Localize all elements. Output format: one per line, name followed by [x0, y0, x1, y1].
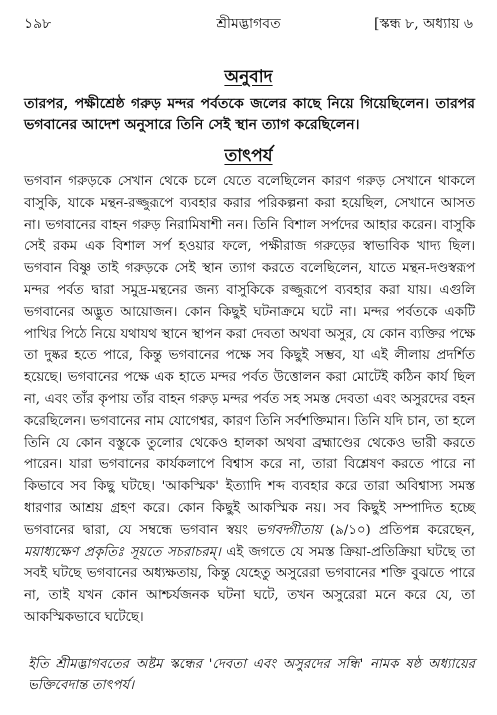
- page-header: [24, 4, 473, 34]
- page-number: ১৯৮: [24, 16, 52, 32]
- sanskrit-verse: ময়াধ্যক্ষেণ প্রকৃতিঃ সূয়তে সচরাচরম্।: [24, 544, 221, 560]
- book-title: শ্রীমদ্ভাগবত: [216, 16, 281, 32]
- purport-heading: তাৎপর্য: [224, 146, 273, 166]
- gita-reference: ভগবদ্গীতায়: [256, 522, 322, 538]
- chapter-closing-note: ইতি শ্রীমদ্ভাগবতের অষ্টম স্কন্ধের 'দেবতা এবং অসুরদের সন্ধি' নামক ষষ্ঠ অধ্যায়ের ভক্তিবেদান্ত তাৎপর্য।: [28, 657, 475, 693]
- purport-text-part-1: ভগবান গরুড়কে সেখান থেকে চলে যেতে বলেছিলেন কারণ গরুড় সেখানে থাকলে বাসুকি, যাকে মন্থন-রজ্জুরূপে ব্যবহার করার পরিকল্পনা করা হয়েছিল, সেখানে আসত না। ভগবানের বাহন গরুড় নিরামিষাশী নন। তিনি বিশাল সর্পদের আহার করেন। বাসুকি সেই রকম এক বিশাল সর্প হওয়ার ফলে, পক্ষীরাজ গরুড়ের স্বাভাবিক খাদ্য ছিল। ভগবান বিষ্ণু তাই গরুড়কে সেই স্থান ত্যাগ করতে বলেছিলেন, যাতে মন্থন-দণ্ডস্বরূপ মন্দর পর্বত দ্বারা সমুদ্র-মন্থনের জন্য বাসুকিকে রজ্জুরূপে ব্যবহার করা যায়। এগুলি ভগবানের অদ্ভুত আয়োজন। কোন কিছুই ঘটনাক্রমে ঘটে না। মন্দর পর্বতকে একটি পাখির পিঠে নিয়ে যথাযথ স্থানে স্থাপন করা দেবতা অথবা অসুর, যে কোন ব্যক্তির পক্ষে তা দুষ্কর হতে পারে, কিন্তু ভগবানের পক্ষে সব কিছুই সম্ভব, যা এই লীলায় প্রদর্শিত হয়েছে। ভগবানের পক্ষে এক হাতে মন্দর পর্বত উত্তোলন করা মোটেই কঠিন কার্য ছিল না, এবং তাঁর কৃপায় তাঁর বাহন গরুড় মন্দর পর্বত সহ সমস্ত দেবতা এবং অসুরদের বহন করেছিলেন। ভগবানের নাম যোগেশ্বর, কারণ তিনি সর্বশক্তিমান। তিনি যদি চান, তা হলে তিনি যে কোন বস্তুকে তুলোর থেকেও হালকা অথবা ব্রহ্মাণ্ডের থেকেও ভারী করতে পারেন। যারা ভগবানের কার্যকলাপে বিশ্বাস করে না, তারা বিশ্লেষণ করতে পারে না কিভাবে সব কিছু ঘটছে। 'আকস্মিক' ইত্যাদি শব্দ ব্যবহার করে তারা অবিশ্বাস্য সমস্ত ধারণার আশ্রয় গ্রহণ করে। কোন কিছুই আকস্মিক নয়। সব কিছুই সম্পাদিত হচ্ছে ভগবানের দ্বারা, যে সম্বন্ধে ভগবান স্বয়ং: [24, 174, 475, 538]
- purport-text: [24, 171, 475, 629]
- purport-text-part-3: এই জগতে যে সমস্ত ক্রিয়া-প্রতিক্রিয়া ঘটছে তা সবই ঘটছে ভগবানের অধ্যক্ষতায়, কিন্তু যেহেতু অসুরেরা ভগবানের শক্তি বুঝতে পারে না, তাই যখন কোন আশ্চর্যজনক ঘটনা ঘটে, তখন অসুরেরা মনে করে যে, তা আকস্মিকভাবে ঘটেছে।: [24, 544, 475, 625]
- translation-heading: অনুবাদ: [224, 67, 273, 87]
- chapter-reference: [স্কন্ধ ৮, অধ্যায় ৬: [374, 16, 473, 32]
- translation-text: তারপর, পক্ষীশ্রেষ্ঠ গরুড় মন্দর পর্বতকে জলের কাছে নিয়ে গিয়েছিলেন। তারপর ভগবানের আদেশ অনুসারে তিনি সেই স্থান ত্যাগ করেছিলেন।: [24, 96, 475, 133]
- purport-text-part-2: (৯/১০) প্রতিপন্ন করেছেন,: [321, 522, 475, 538]
